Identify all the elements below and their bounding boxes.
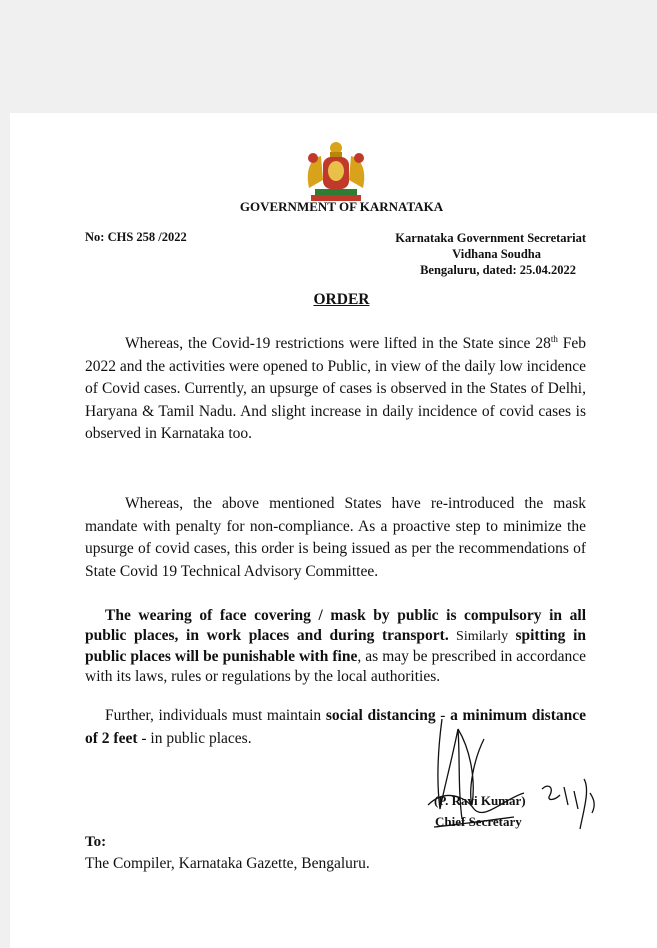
- paragraph-1: [85, 333, 586, 446]
- paragraph-1-text-b: Feb 2022 and the activities were opened to Public, in view of the daily low incidence of Covid cases. Currently, an upsurge of cases is observed in the States of Delhi, Haryana & Tamil Nadu. And slight increase in daily incidence of covid cases is observed in Karnataka too.: [85, 335, 587, 442]
- paragraph-1-text-a: Whereas, the Covid-19 restrictions were lifted in the State since 28: [125, 335, 551, 352]
- document-page: [10, 113, 657, 948]
- signatory-designation: Chief Secretary: [435, 814, 522, 829]
- signatory-name: (P. Ravi Kumar): [434, 793, 526, 808]
- paragraph-3-bold-1: The wearing of face covering / mask by public is compulsory in all public places, in work places and during transport.: [85, 607, 586, 644]
- paragraph-1-sup: th: [550, 333, 558, 344]
- paragraph-2-text: Whereas, the above mentioned States have re-introduced the mask mandate with penalty for non-compliance. As a proactive step to minimize the upsurge of covid cases, this order is being issued as per the recommendations of State Covid 19 Technical Advisory Committee.: [85, 495, 586, 580]
- paragraph-4-normal-1: Further, individuals must maintain: [105, 707, 326, 724]
- paragraph-3-normal: , as may be prescribed in accordance with its laws, rules or regulations by the local authorities.: [85, 648, 586, 685]
- government-title: GOVERNMENT OF KARNATAKA: [239, 199, 444, 214]
- office-line-3: Bengaluru, dated: 25.04.2022: [420, 263, 576, 277]
- order-title: ORDER: [313, 291, 370, 308]
- state-emblem-icon: [301, 140, 371, 204]
- office-line-1: Karnataka Government Secretariat: [395, 231, 586, 245]
- paragraph-4-normal-3: - in public places.: [137, 729, 252, 747]
- to-address: The Compiler, Karnataka Gazette, Bengaluru.: [85, 855, 370, 872]
- paragraph-4-bold-1: social distancing: [325, 707, 436, 724]
- office-line-2: Vidhana Soudha: [452, 247, 541, 261]
- paragraph-3: [85, 606, 586, 687]
- reference-number: No: CHS 258 /2022: [85, 230, 187, 244]
- paragraph-3-small: Similarly: [448, 629, 516, 644]
- paragraph-2: [85, 493, 586, 583]
- to-label: To:: [85, 834, 107, 850]
- paragraph-4-normal-2: -: [435, 707, 451, 724]
- paragraph-3-bold-2: spitting in public places will be punishable with fine: [85, 627, 586, 665]
- office-address: [395, 230, 586, 278]
- paragraph-4-bold-2: a minimum distance of 2 feet: [85, 707, 586, 747]
